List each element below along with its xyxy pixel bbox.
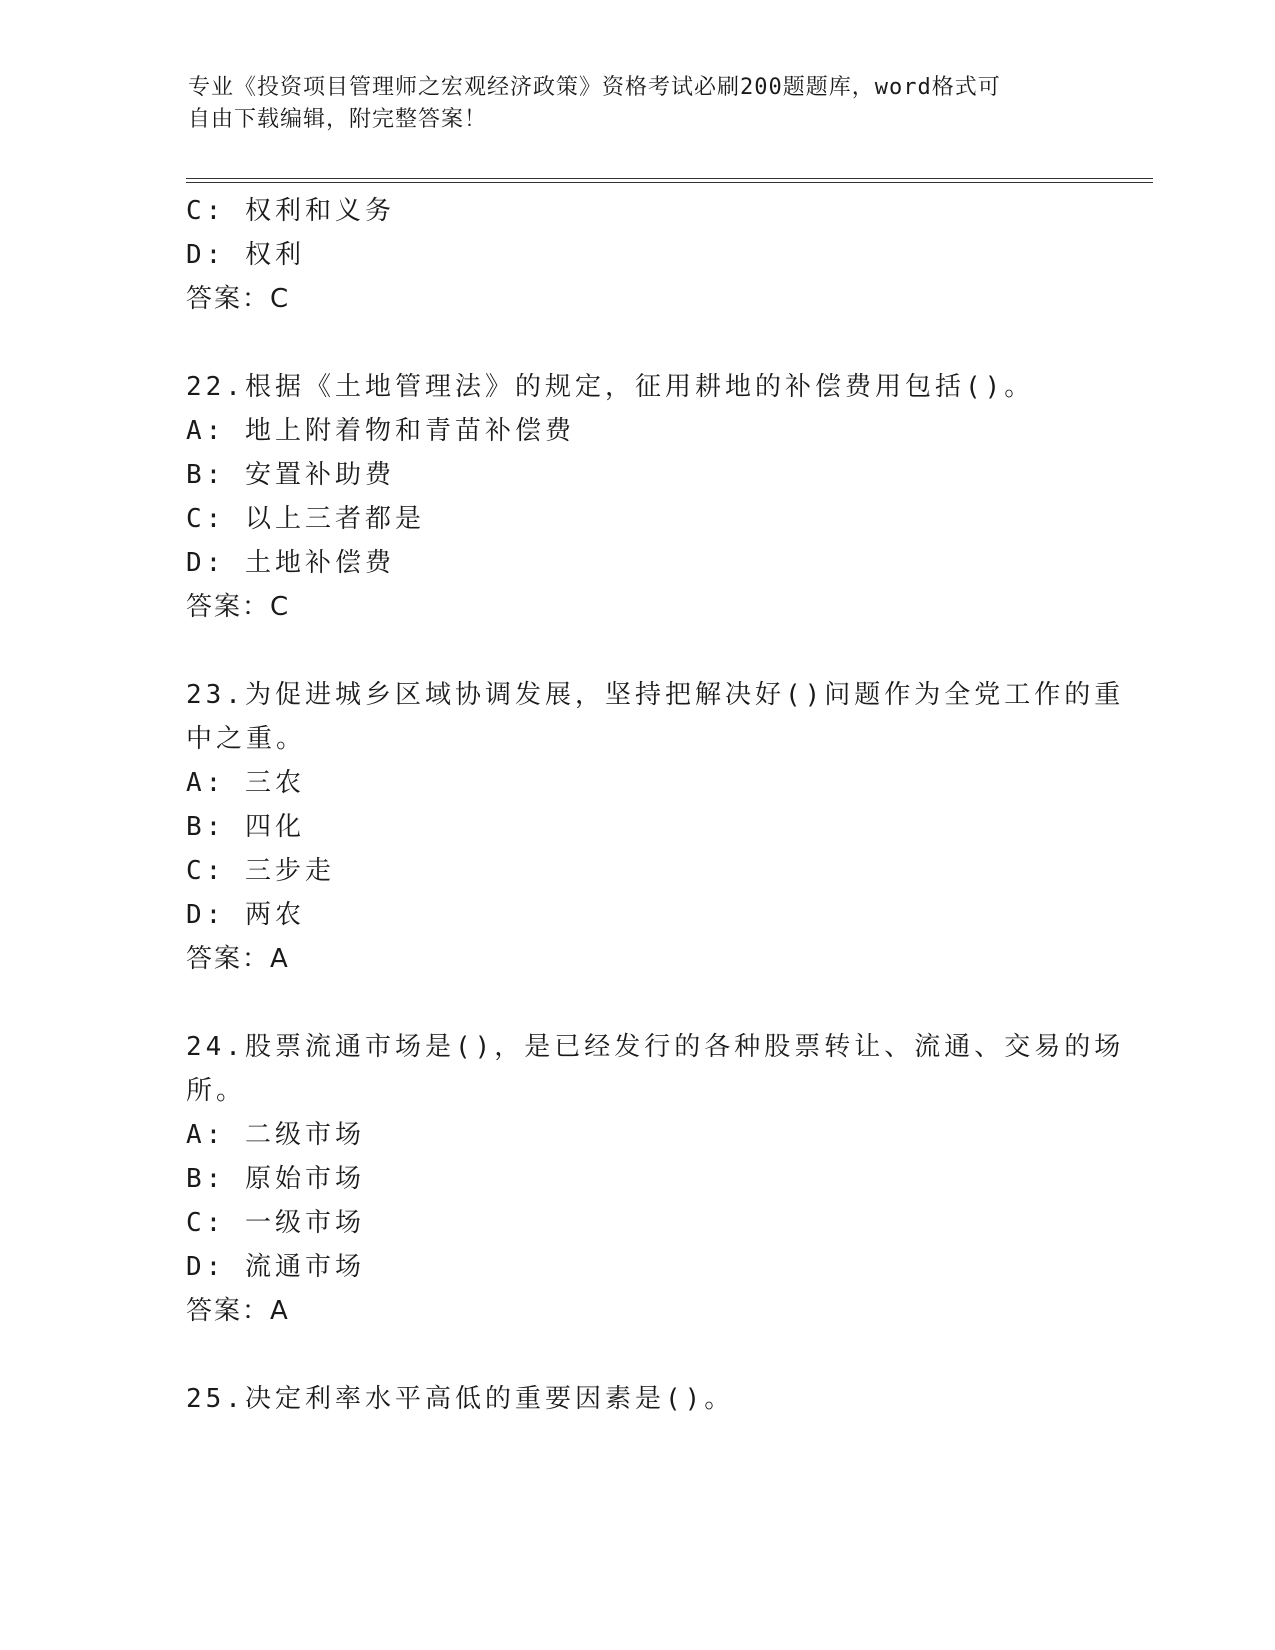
q24-stem-line-2: 所。 [186, 1076, 247, 1106]
q23-option-c: C: 三步走 [186, 856, 335, 886]
header-line-2: 自由下载编辑，附完整答案！ [188, 107, 488, 132]
q23-answer: 答案：A [186, 944, 290, 974]
q24-option-b: B: 原始市场 [186, 1164, 365, 1194]
q22-option-d: D: 土地补偿费 [186, 548, 395, 578]
q24-option-d: D: 流通市场 [186, 1252, 365, 1282]
q22-stem: 22.根据《土地管理法》的规定，征用耕地的补偿费用包括()。 [186, 372, 1035, 402]
q24-option-a: A: 二级市场 [186, 1120, 365, 1150]
header-line-1: 专业《投资项目管理师之宏观经济政策》资格考试必刷200题题库，word格式可 [188, 75, 1001, 100]
q24-answer: 答案：A [186, 1296, 290, 1326]
q23-option-d: D: 两农 [186, 900, 305, 930]
q22-answer: 答案：C [186, 592, 291, 622]
q25-stem: 25.决定利率水平高低的重要因素是()。 [186, 1384, 735, 1414]
prev-option-c: C: 权利和义务 [186, 196, 395, 226]
q23-option-a: A: 三农 [186, 768, 305, 798]
header-divider-top [186, 178, 1153, 179]
document-header [188, 72, 1068, 136]
q23-stem-line-1: 23.为促进城乡区域协调发展，坚持把解决好()问题作为全党工作的重 [186, 680, 1125, 710]
q24-stem-line-1: 24.股票流通市场是()，是已经发行的各种股票转让、流通、交易的场 [186, 1032, 1125, 1062]
q23-option-b: B: 四化 [186, 812, 305, 842]
prev-option-d: D: 权利 [186, 240, 305, 270]
prev-answer: 答案：C [186, 284, 291, 314]
q23-stem-line-2: 中之重。 [186, 724, 307, 754]
q22-option-a: A: 地上附着物和青苗补偿费 [186, 416, 575, 446]
q22-option-b: B: 安置补助费 [186, 460, 395, 490]
q24-option-c: C: 一级市场 [186, 1208, 365, 1238]
header-divider-bottom [186, 182, 1153, 183]
q22-option-c: C: 以上三者都是 [186, 504, 425, 534]
